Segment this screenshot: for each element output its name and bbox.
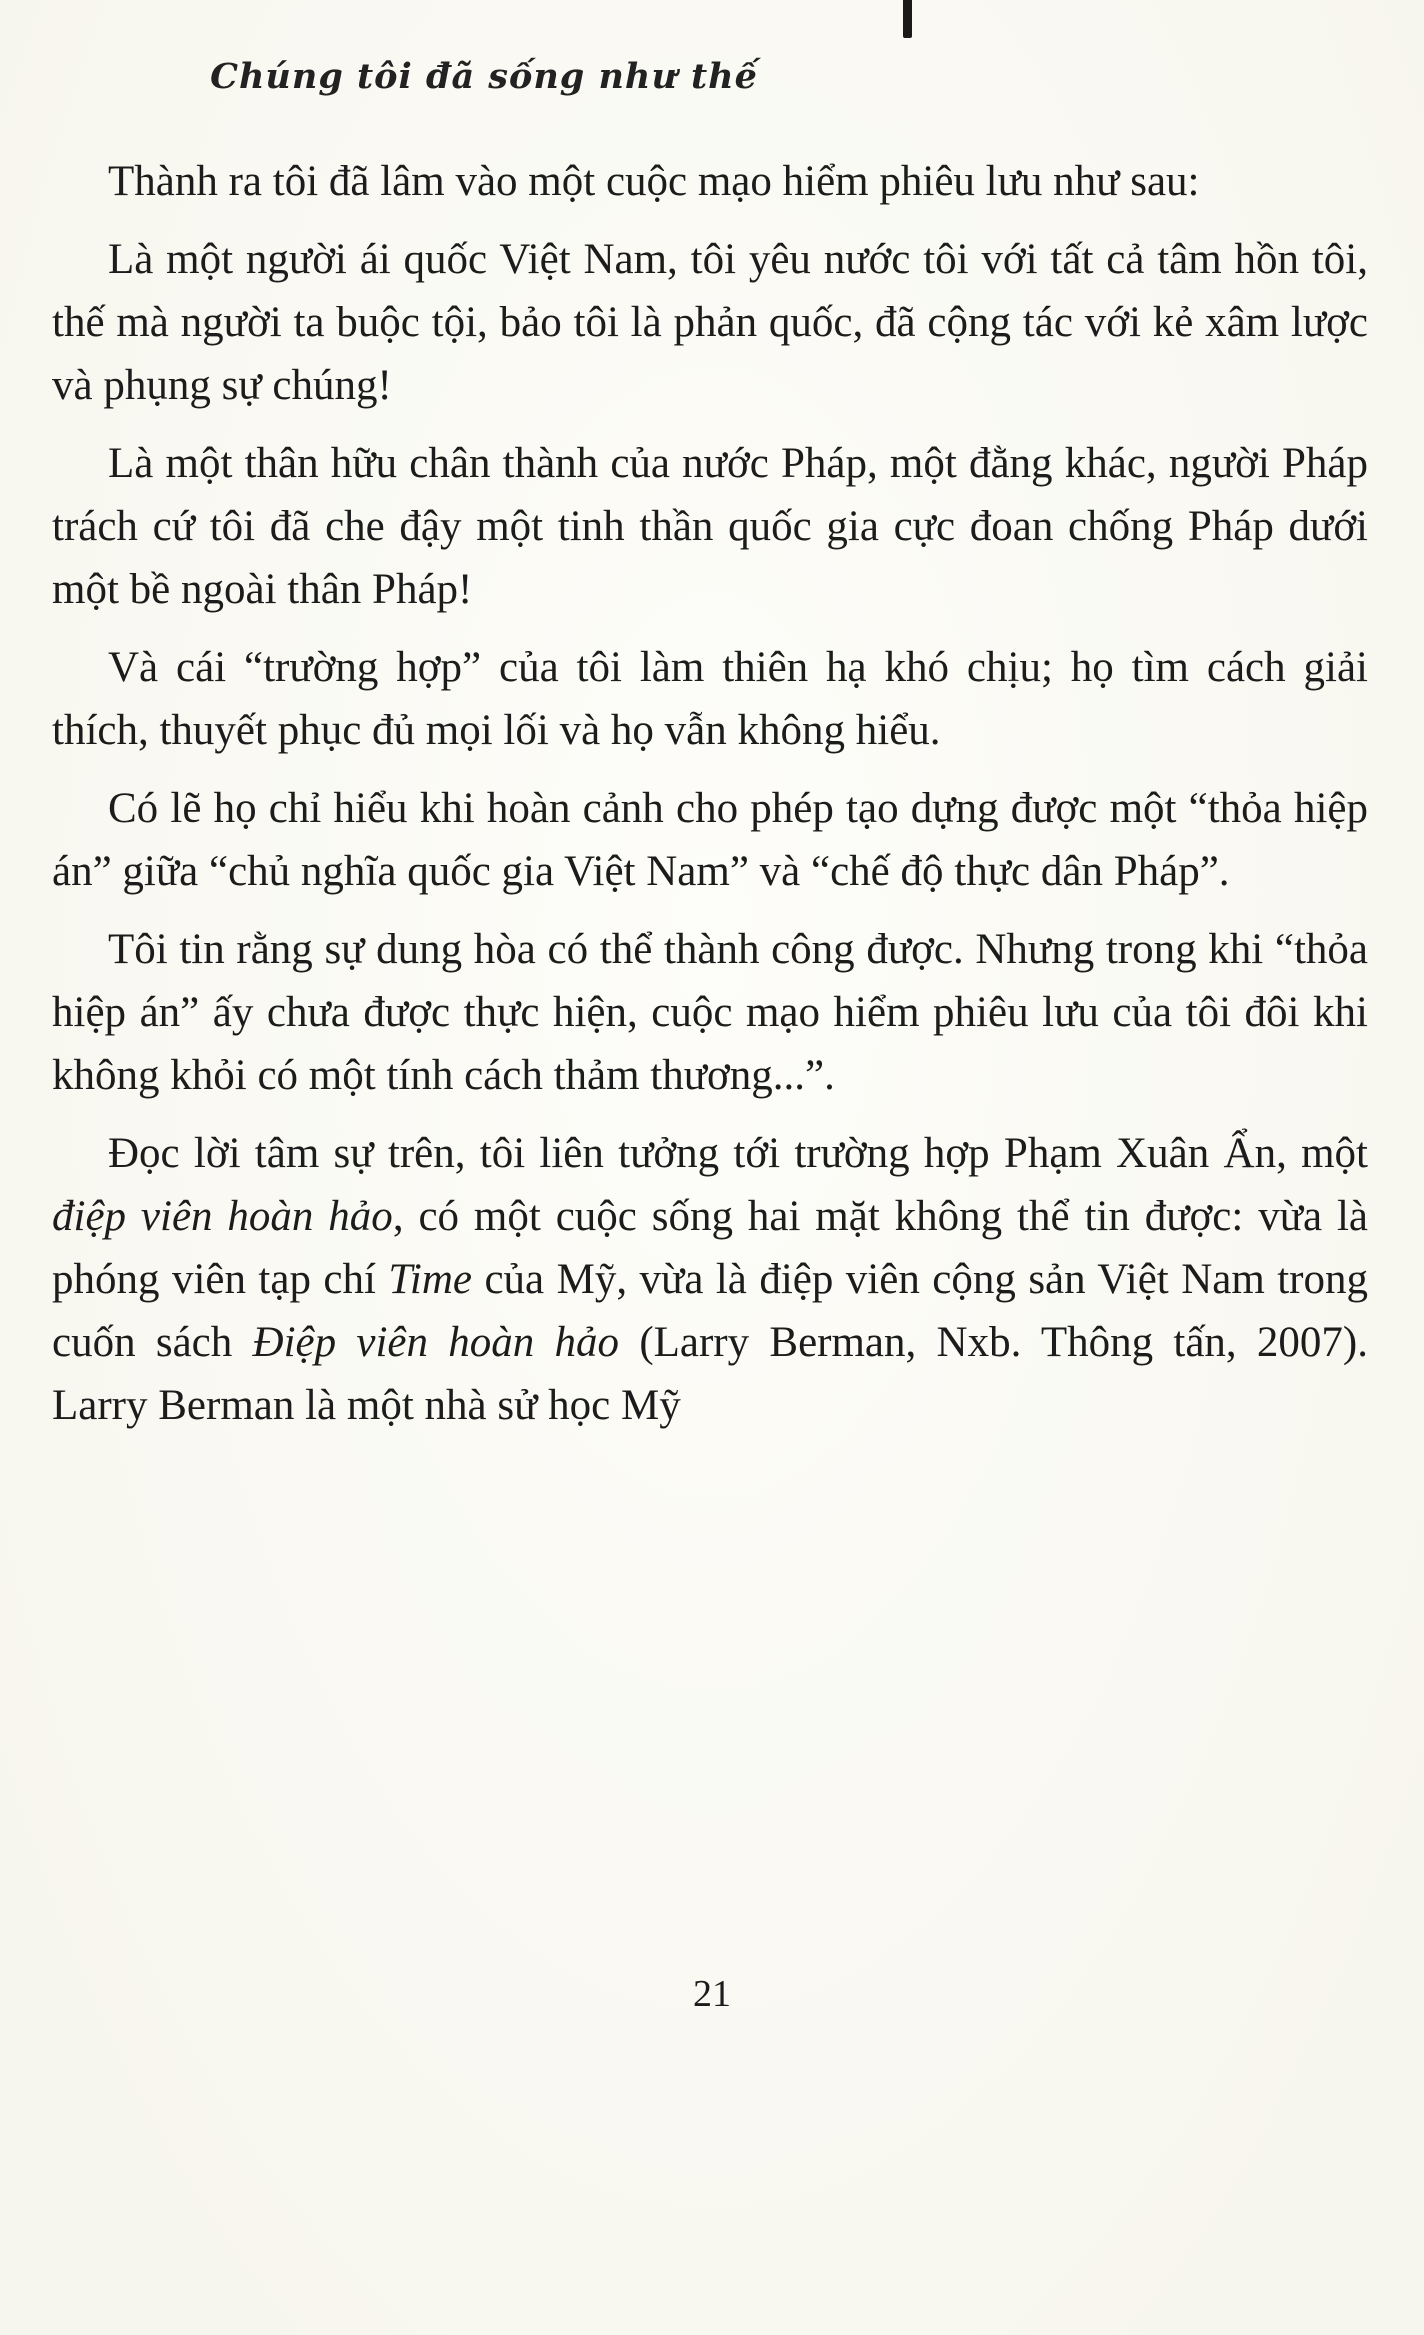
- page-body: [52, 150, 1368, 1452]
- running-header: Chúng tôi đã sống như thế: [210, 56, 758, 97]
- text-run: Đọc lời tâm sự trên, tôi liên tưởng tới trường hợp Phạm Xuân Ẩn, một: [108, 1130, 1368, 1177]
- text-run: , có một cuộc sống hai mặt không thể tin được: vừa là phóng viên tạp chí: [52, 1193, 1368, 1303]
- text-run: của Mỹ, vừa là điệp viên cộng sản Việt Nam trong cuốn sách: [52, 1256, 1368, 1366]
- text-run: Và cái “trường hợp” của tôi làm thiên hạ khó chịu; họ tìm cách giải thích, thuyết phục đủ mọi lối và họ vẫn không hiểu.: [52, 644, 1368, 754]
- text-run: (Larry Berman, Nxb. Thông tấn, 2007). Larry Berman là một nhà sử học Mỹ: [52, 1319, 1368, 1429]
- text-run-italic: điệp viên hoàn hảo: [52, 1193, 393, 1240]
- paragraph: [52, 228, 1368, 417]
- text-run: Là một người ái quốc Việt Nam, tôi yêu nước tôi với tất cả tâm hồn tôi, thế mà người ta buộc tội, bảo tôi là phản quốc, đã cộng tác với kẻ xâm lược và phụng sự chúng!: [52, 236, 1368, 409]
- text-run: Có lẽ họ chỉ hiểu khi hoàn cảnh cho phép tạo dựng được một “thỏa hiệp án” giữa “chủ nghĩa quốc gia Việt Nam” và “chế độ thực dân Pháp”.: [52, 785, 1368, 895]
- paragraph: [52, 1122, 1368, 1437]
- scan-artifact-mark: [903, 0, 912, 38]
- text-run-italic: Điệp viên hoàn hảo: [252, 1319, 620, 1366]
- text-run: Là một thân hữu chân thành của nước Pháp, một đằng khác, người Pháp trách cứ tôi đã che đậy một tinh thần quốc gia cực đoan chống Pháp dưới một bề ngoài thân Pháp!: [52, 440, 1368, 613]
- paragraph: [52, 150, 1368, 213]
- text-run-italic: Time: [388, 1256, 473, 1303]
- text-run: Tôi tin rằng sự dung hòa có thể thành công được. Nhưng trong khi “thỏa hiệp án” ấy chưa được thực hiện, cuộc mạo hiểm phiêu lưu của tôi đôi khi không khỏi có một tính cách thảm thương...”.: [52, 926, 1368, 1099]
- text-run: Thành ra tôi đã lâm vào một cuộc mạo hiểm phiêu lưu như sau:: [108, 158, 1200, 205]
- paragraph: [52, 777, 1368, 903]
- paragraph: [52, 432, 1368, 621]
- paragraph: [52, 636, 1368, 762]
- paragraph: [52, 918, 1368, 1107]
- page-number: 21: [693, 1973, 731, 2015]
